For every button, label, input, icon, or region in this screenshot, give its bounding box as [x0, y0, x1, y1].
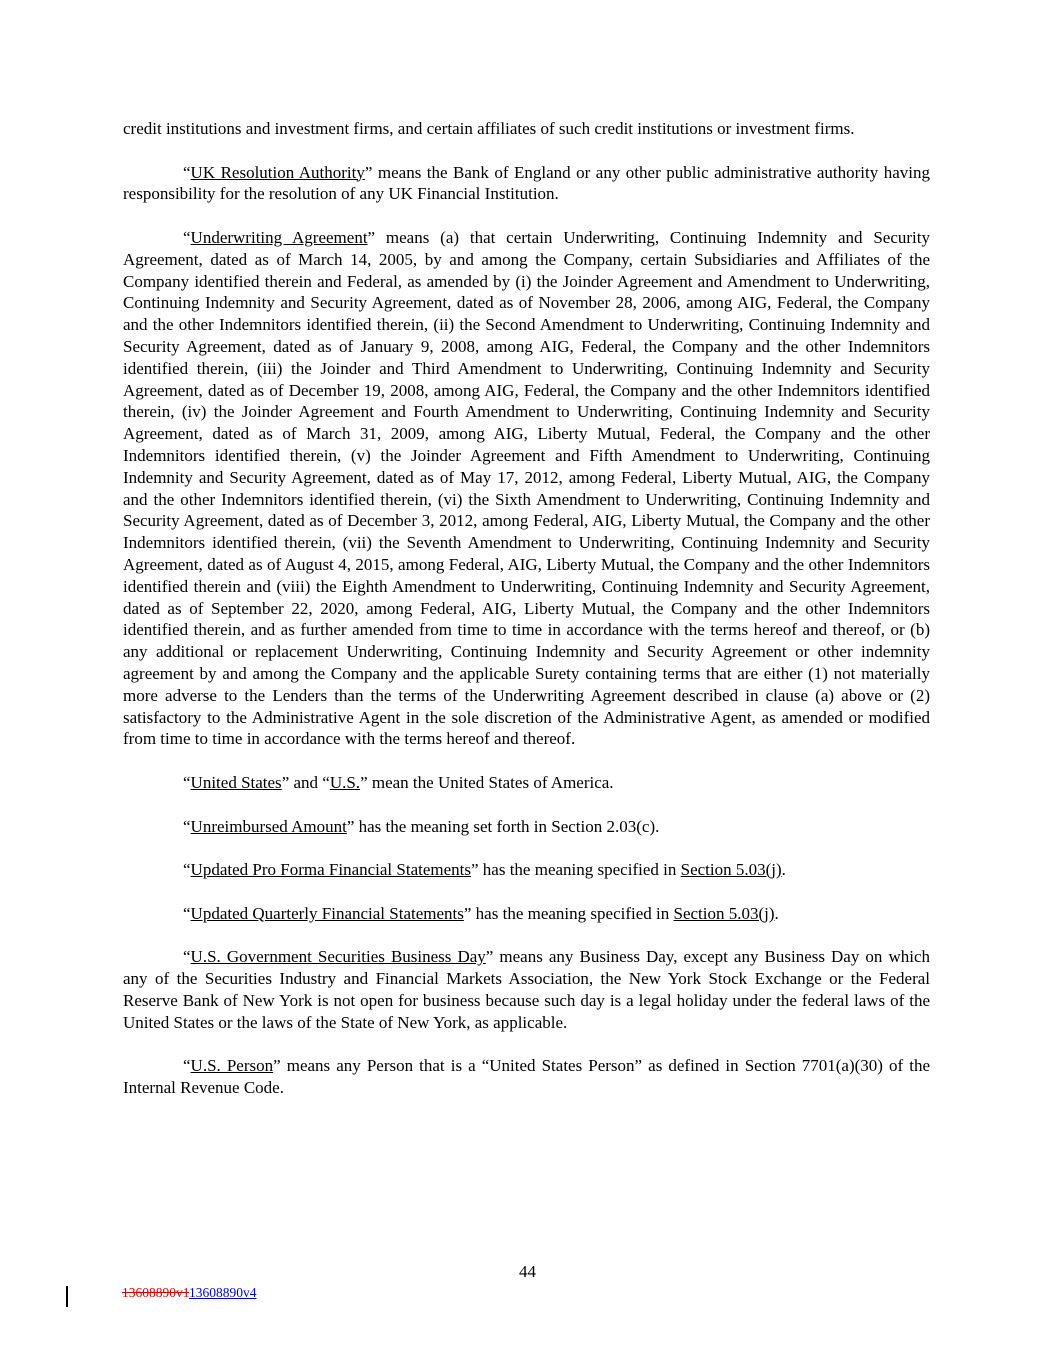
defined-term: Unreimbursed Amount	[190, 816, 347, 836]
paragraph: “Underwriting Agreement” means (a) that certain Underwriting, Continuing Indemnity and Security Agreement, dated as of March 14, 2005, by and among the Company, certain Subsidiaries and Affiliates of the Company identified therein and Federal, as amended by (i) the Joinder Agreement and Amendment to Underwriting, Continuing Indemnity and Security Agreement, dated as of November 28, 2006, among AIG, Federal, the Company and the other Indemnitors identified therein, (ii) the Second Amendment to Underwriting, Continuing Indemnity and Security Agreement, dated as of January 9, 2008, among AIG, Federal, the Company and the other Indemnitors identified therein, (iii) the Joinder and Third Amendment to Underwriting, Continuing Indemnity and Security Agreement, dated as of December 19, 2008, among AIG, Federal, the Company and the other Indemnitors identified therein, (iv) the Joinder Agreement and Fourth Amendment to Underwriting, Continuing Indemnity and Security Agreement, dated as of March 31, 2009, among AIG, Liberty Mutual, Federal, the Company and the other Indemnitors identified therein, (v) the Joinder Agreement and Fifth Amendment to Underwriting, Continuing Indemnity and Security Agreement, dated as of May 17, 2012, among Federal, Liberty Mutual, AIG, the Company and the other Indemnitors identified therein, (vi) the Sixth Amendment to Underwriting, Continuing Indemnity and Security Agreement, dated as of December 3, 2012, among Federal, AIG, Liberty Mutual, the Company and the other Indemnitors identified therein, (vii) the Seventh Amendment to Underwriting, Continuing Indemnity and Security Agreement, dated as of August 4, 2015, among Federal, AIG, Liberty Mutual, the Company and the other Indemnitors identified therein and (viii) the Eighth Amendment to Underwriting, Continuing Indemnity and Security Agreement, dated as of September 22, 2020, among Federal, AIG, Liberty Mutual, the Company and the other Indemnitors identified therein, and as further amended from time to time in accordance with the terms hereof and thereof, or (b) any additional or replacement Underwriting, Continuing Indemnity and Security Agreement or other indemnity agreement by and among the Company and the applicable Surety containing terms that are either (1) not materially more adverse to the Lenders than the terms of the Underwriting Agreement described in clause (a) above or (2) satisfactory to the Administrative Agent in the sole discretion of the Administrative Agent, as amended or modified from time to time in accordance with the terms hereof and thereof.	[123, 227, 930, 749]
defined-term: U.S.	[329, 772, 361, 792]
doc-id-deleted: 13608890v1	[122, 1285, 189, 1300]
defined-term: Section 5.03(j)	[680, 860, 782, 880]
document-id-line	[122, 1284, 257, 1302]
paragraph: “UK Resolution Authority” means the Bank of England or any other public administrative authority having responsibility for the resolution of any UK Financial Institution.	[123, 162, 930, 204]
paragraph: “Updated Pro Forma Financial Statements” has the meaning specified in Section 5.03(j).	[183, 860, 786, 880]
defined-term: U.S. Government Securities Business Day	[190, 947, 486, 967]
paragraph: “Unreimbursed Amount” has the meaning set forth in Section 2.03(c).	[183, 816, 660, 836]
document-body	[123, 118, 930, 1121]
defined-term: U.S. Person	[190, 1056, 274, 1076]
defined-term: Updated Pro Forma Financial Statements	[190, 860, 471, 880]
defined-term: Section 5.03(j)	[673, 903, 775, 923]
change-bar	[66, 1286, 68, 1307]
paragraph: “Updated Quarterly Financial Statements” has the meaning specified in Section 5.03(j).	[183, 903, 779, 923]
doc-id-inserted: 13608890v4	[189, 1285, 257, 1300]
paragraph: “U.S. Person” means any Person that is a “United States Person” as defined in Section 7701(a)(30) of the Internal Revenue Code.	[123, 1056, 930, 1098]
page-number: 44	[519, 1262, 536, 1281]
paragraph: “U.S. Government Securities Business Day” means any Business Day, except any Business Day on which any of the Securities Industry and Financial Markets Association, the New York Stock Exchange or the Federal Reserve Bank of New York is not open for business because such day is a legal holiday under the federal laws of the United States or the laws of the State of New York, as applicable.	[123, 947, 931, 1032]
paragraph: credit institutions and investment firms, and certain affiliates of such credit institutions or investment firms.	[123, 119, 855, 138]
defined-term: UK Resolution Authority	[190, 162, 365, 182]
paragraph: “United States” and “U.S.” mean the United States of America.	[183, 772, 614, 792]
defined-term: United States	[190, 772, 282, 792]
defined-term: Underwriting Agreement	[190, 227, 368, 247]
defined-term: Updated Quarterly Financial Statements	[190, 903, 464, 923]
